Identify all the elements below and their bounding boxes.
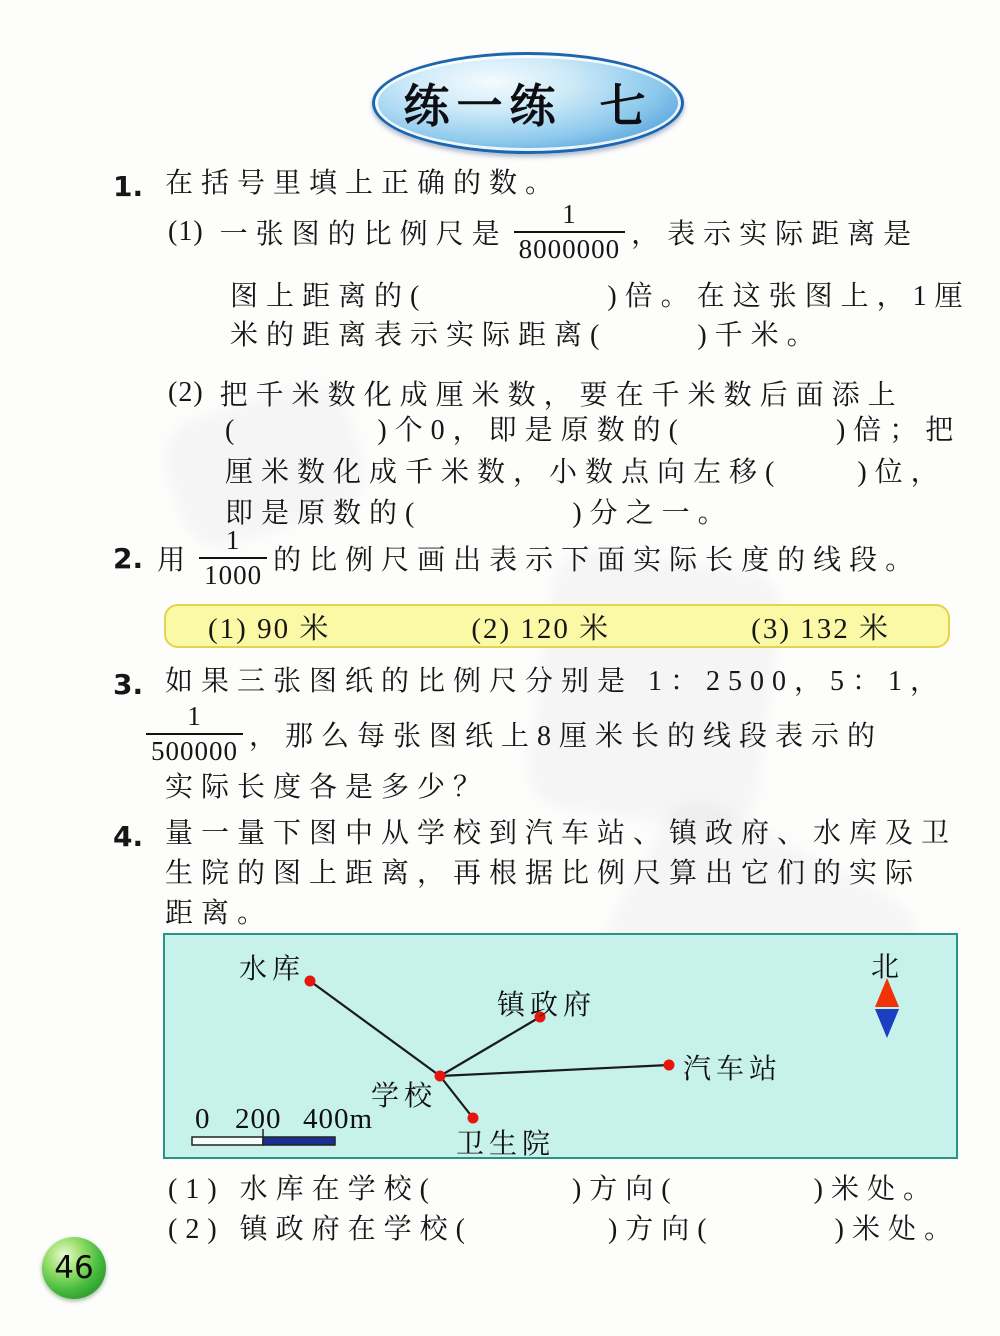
q1-item2-number: (2) [168, 377, 204, 408]
q4-line3: 距离。 [165, 898, 274, 929]
line-school-bus-station [440, 1065, 669, 1076]
map-label-school: 学校 [371, 1081, 438, 1112]
q1-item1-line3: 米的距离表示实际距离( )千米。 [230, 320, 823, 351]
q2-option-2: (2) 120 米 [471, 612, 611, 645]
q4-sub1: (1) 水库在学校( )方向( )米处。 [168, 1174, 939, 1205]
q1-item1-line1 [168, 194, 919, 270]
scale-label-400: 400m [303, 1103, 374, 1135]
q2-number: 2. [113, 541, 144, 575]
q3-line2: $\frac{1}{500000}$ ，那么每张图纸上8厘米长的线段表示的 [140, 700, 883, 768]
page-title: 练一练 七 [403, 81, 653, 132]
map-label-clinic: 卫生院 [456, 1129, 556, 1160]
scalebar-right-segment [263, 1137, 335, 1145]
page-number: 46 [54, 1250, 94, 1286]
q1-item2-line2: ( )个0，即是原数的( )倍；把 [225, 415, 962, 446]
q3-line3: 实际长度各是多少？ [165, 772, 490, 803]
q1-heading: 在括号里填上正确的数。 [165, 168, 562, 199]
line-school-reservoir [310, 981, 440, 1076]
title-badge [372, 52, 684, 154]
line-school-clinic [440, 1076, 473, 1118]
map-label-government: 镇政府 [497, 990, 597, 1021]
q1-number: 1. [113, 170, 144, 203]
q2-pre: 用 [157, 545, 194, 576]
map-label-reservoir: 水库 [239, 954, 306, 985]
q1-item2-line1: (2) 把千米数化成厘米数，要在千米数后面添上 [168, 377, 904, 411]
fraction-1-8000000: $\frac{1}{8000000}$ [514, 199, 626, 264]
q2-options-box [164, 604, 950, 648]
q4-line2: 生院的图上距离，再根据比例尺算出它们的实际 [165, 858, 922, 889]
q4-line1: 量一量下图中从学校到汽车站、镇政府、水库及卫 [165, 818, 958, 849]
scalebar-left-segment [192, 1137, 263, 1145]
map-label-bus-station: 汽车站 [683, 1054, 783, 1085]
scale-label-0: 0 [195, 1103, 211, 1135]
q1-item1-line2: 图上距离的( )倍。在这张图上，1厘 [230, 281, 971, 312]
map [163, 933, 958, 1159]
page-number-badge [42, 1237, 106, 1299]
q1-item2-line4: 即是原数的( )分之一。 [225, 498, 734, 529]
fraction-1-500000: $\frac{1}{500000}$ [146, 701, 243, 766]
q2-line [113, 527, 921, 589]
q2-option-1: (1) 90 米 [208, 612, 331, 645]
scale-label-200: 200 [235, 1103, 282, 1135]
q4-sub2: (2) 镇政府在学校( )方向( )米处。 [168, 1214, 960, 1245]
q2-post: 的比例尺画出表示下面实际长度的线段。 [273, 545, 922, 576]
q1-item1-post: ，表示实际距离是 [631, 219, 920, 250]
q1-item1-number: (1) [168, 216, 204, 247]
compass-south-arrow [875, 1009, 899, 1038]
q3-number: 3. [113, 668, 144, 701]
fraction-1-1000: $\frac{1}{1000}$ [199, 525, 267, 590]
map-dot-bus-station [664, 1060, 675, 1071]
q4-number: 4. [113, 820, 144, 853]
q3-line1: 如果三张图纸的比例尺分别是 1：2500，5：1， [165, 666, 947, 697]
map-label-north: 北 [871, 952, 905, 983]
q1-item1-pre: 一张图的比例尺是 [219, 219, 508, 250]
map-dot-reservoir [305, 976, 316, 987]
line-school-government [440, 1017, 540, 1076]
q1-item2-line3: 厘米数化成千米数，小数点向左移( )位， [225, 457, 947, 488]
q2-option-3: (3) 132 米 [751, 612, 890, 645]
